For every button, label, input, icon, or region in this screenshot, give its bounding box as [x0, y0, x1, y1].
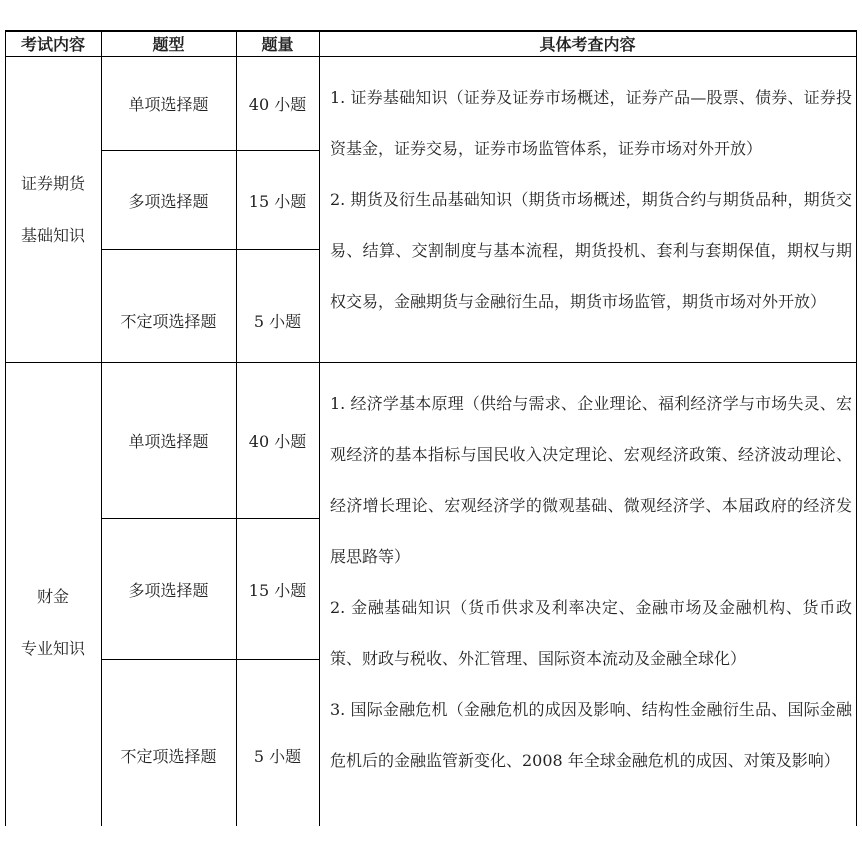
header-question-count: 题量	[261, 35, 294, 54]
detail-paragraph: 1. 经济学基本原理（供给与需求、企业理论、福利经济学与市场失灵、宏观经济的基本指标与国民收入决定理论、宏观经济政策、经济波动理论、经济增长理论、宏观经济学的微观基础、微观经济学、本届政府的经济发展思路等）	[330, 394, 852, 566]
question-count-cell: 40 小题	[248, 432, 307, 451]
question-type-cell: 单项选择题	[128, 432, 209, 451]
question-type-cell: 多项选择题	[128, 580, 209, 600]
question-type-cell: 不定项选择题	[120, 311, 217, 331]
topic-line: 基础知识	[20, 225, 85, 245]
question-count-cell: 5 小题	[253, 311, 302, 331]
header-content-area: 考试内容	[20, 35, 85, 54]
question-count-cell: 5 小题	[253, 746, 302, 766]
question-count-cell: 40 小题	[248, 95, 307, 114]
table-right-border	[856, 31, 857, 826]
header-question-type: 题型	[152, 35, 185, 54]
question-count-cell: 15 小题	[248, 191, 307, 211]
detail-paragraph: 2. 金融基础知识（货币供求及利率决定、金融市场及金融机构、货币政策、财政与税收、外汇管理、国际资本流动及金融全球化）	[330, 598, 852, 668]
section-topic	[5, 508, 101, 738]
topic-line: 专业知识	[20, 639, 85, 658]
topic-line: 证券期货	[20, 173, 85, 193]
question-type-cell: 单项选择题	[128, 95, 209, 114]
detail-paragraph: 3. 国际金融危机（金融危机的成因及影响、结构性金融衍生品、国际金融危机后的金融监管新变化、2008 年全球金融危机的成因、对策及影响）	[330, 700, 852, 770]
column-divider	[319, 31, 320, 826]
detail-paragraph: 2. 期货及衍生品基础知识（期货市场概述，期货合约与期货品种，期货交易、结算、交割制度与基本流程，期货投机、套利与套期保值，期权与期权交易，金融期货与金融衍生品，期货市场监管，期货市场对外开放）	[330, 190, 852, 311]
question-count-cell: 15 小题	[248, 580, 307, 600]
topic-line: 财金	[36, 587, 69, 606]
question-type-cell: 不定项选择题	[120, 746, 217, 766]
header-details: 具体考查内容	[539, 35, 636, 54]
question-type-cell: 多项选择题	[128, 191, 209, 211]
detail-paragraph: 1. 证券基础知识（证券及证券市场概述，证券产品—股票、债券、证券投资基金，证券交易，证券市场监管体系，证券市场对外开放）	[330, 88, 852, 158]
section-topic	[5, 57, 101, 362]
